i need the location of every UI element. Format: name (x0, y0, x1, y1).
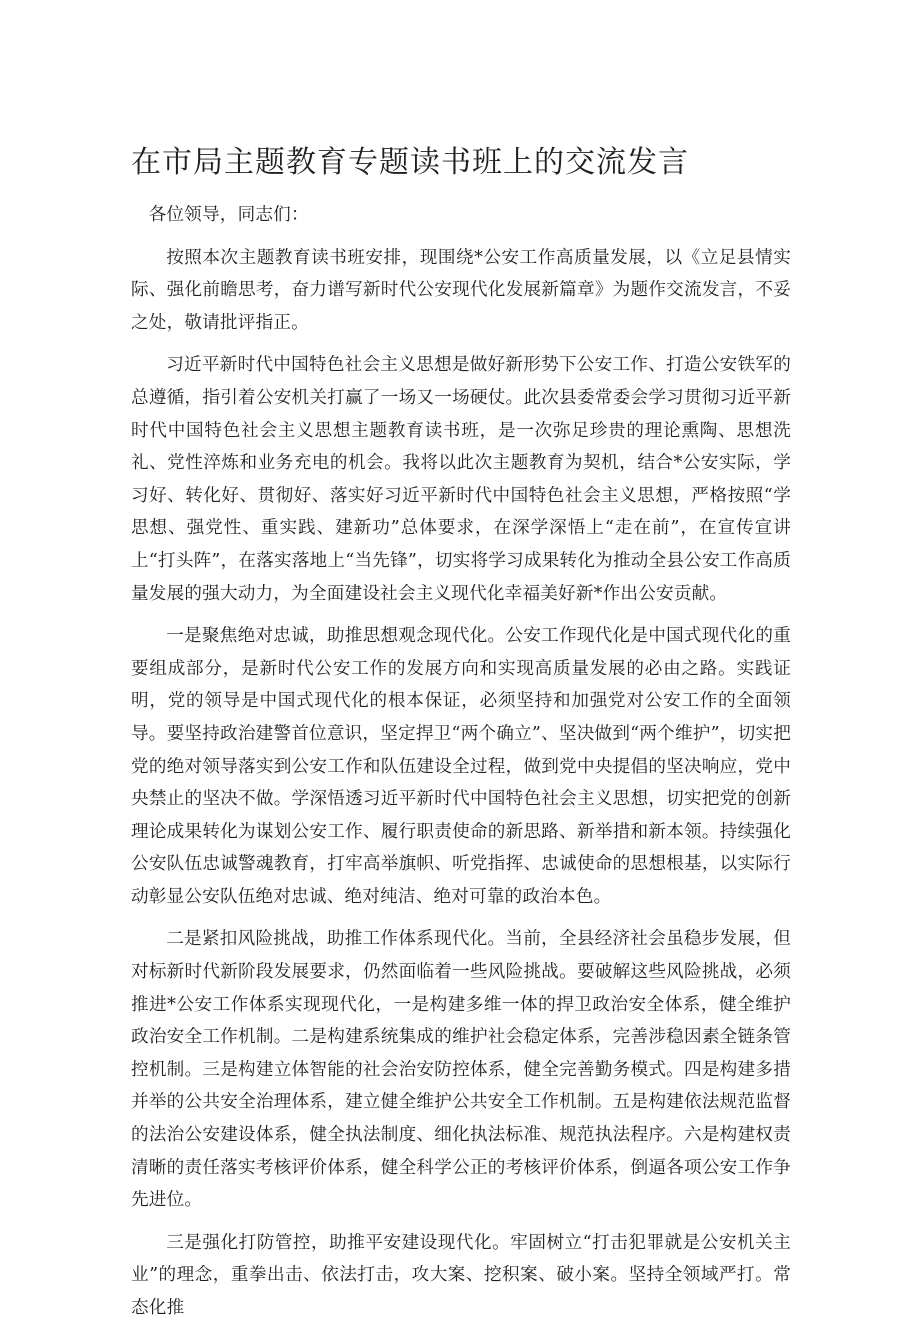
paragraph-point-three: 三是强化打防管控，助推平安建设现代化。牢固树立“打击犯罪就是公安机关主业”的理念，重拳出击、依法打击，攻大案、挖积案、破小案。坚持全领域严打。常态化推 (131, 1232, 791, 1318)
paragraph-point-one: 一是聚焦绝对忠诚，助推思想观念现代化。公安工作现代化是中国式现代化的重要组成部分，是新时代公安工作的发展方向和实现高质量发展的必由之路。实践证明，党的领导是中国式现代化的根本保证，必须坚持和加强党对公安工作的全面领导。要坚持政治建警首位意识，坚定捍卫“两个确立”、坚决做到“两个维护”，切实把党的绝对领导落实到公安工作和队伍建设全过程，做到党中央提倡的坚决响应，党中央禁止的坚决不做。学深悟透习近平新时代中国特色社会主义思想，切实把党的创新理论成果转化为谋划公安工作、履行职责使命的新思路、新举措和新本领。持续强化公安队伍忠诚警魂教育，打牢高举旗帜、听党指挥、忠诚使命的思想根基，以实际行动彰显公安队伍绝对忠诚、绝对纯洁、绝对可靠的政治本色。 (131, 626, 791, 907)
paragraph-overview: 习近平新时代中国特色社会主义思想是做好新形势下公安工作、打造公安铁军的总遵循，指引着公安机关打赢了一场又一场硬仗。此次县委常委会学习贯彻习近平新时代中国特色社会主义思想主题教育读书班，是一次弥足珍贵的理论熏陶、思想洗礼、党性淬炼和业务充电的机会。我将以此次主题教育为契机，结合*公安实际，学习好、转化好、贯彻好、落实好习近平新时代中国特色社会主义思想，严格按照“学思想、强党性、重实践、建新功”总体要求，在深学深悟上“走在前”，在宣传宣讲上“打头阵”，在落实落地上“当先锋”，切实将学习成果转化为推动全县公安工作高质量发展的强大动力，为全面建设社会主义现代化幸福美好新*作出公安贡献。 (131, 355, 791, 604)
paragraph-intro: 按照本次主题教育读书班安排，现围绕*公安工作高质量发展，以《立足县情实际、强化前瞻思考，奋力谱写新时代公安现代化发展新篇章》为题作交流发言，不妥之处，敬请批评指正。 (131, 247, 791, 333)
document-body (131, 199, 791, 1325)
document-title: 在市局主题教育专题读书班上的交流发言 (131, 145, 689, 180)
paragraph-point-two: 二是紧扣风险挑战，助推工作体系现代化。当前，全县经济社会虽稳步发展，但对标新时代新阶段发展要求，仍然面临着一些风险挑战。要破解这些风险挑战，必须推进*公安工作体系实现现代化，一是构建多维一体的捍卫政治安全体系，健全维护政治安全工作机制。二是构建系统集成的维护社会稳定体系，完善涉稳因素全链条管控机制。三是构建立体智能的社会治安防控体系，健全完善勤务模式。四是构建多措并举的公共安全治理体系，建立健全维护公共安全工作机制。五是构建依法规范监督的法治公安建设体系，健全执法制度、细化执法标准、规范执法程序。六是构建权责清晰的责任落实考核评价体系，健全科学公正的考核评价体系，倒逼各项公安工作争先进位。 (131, 929, 791, 1211)
salutation: 各位领导，同志们： (148, 205, 309, 225)
